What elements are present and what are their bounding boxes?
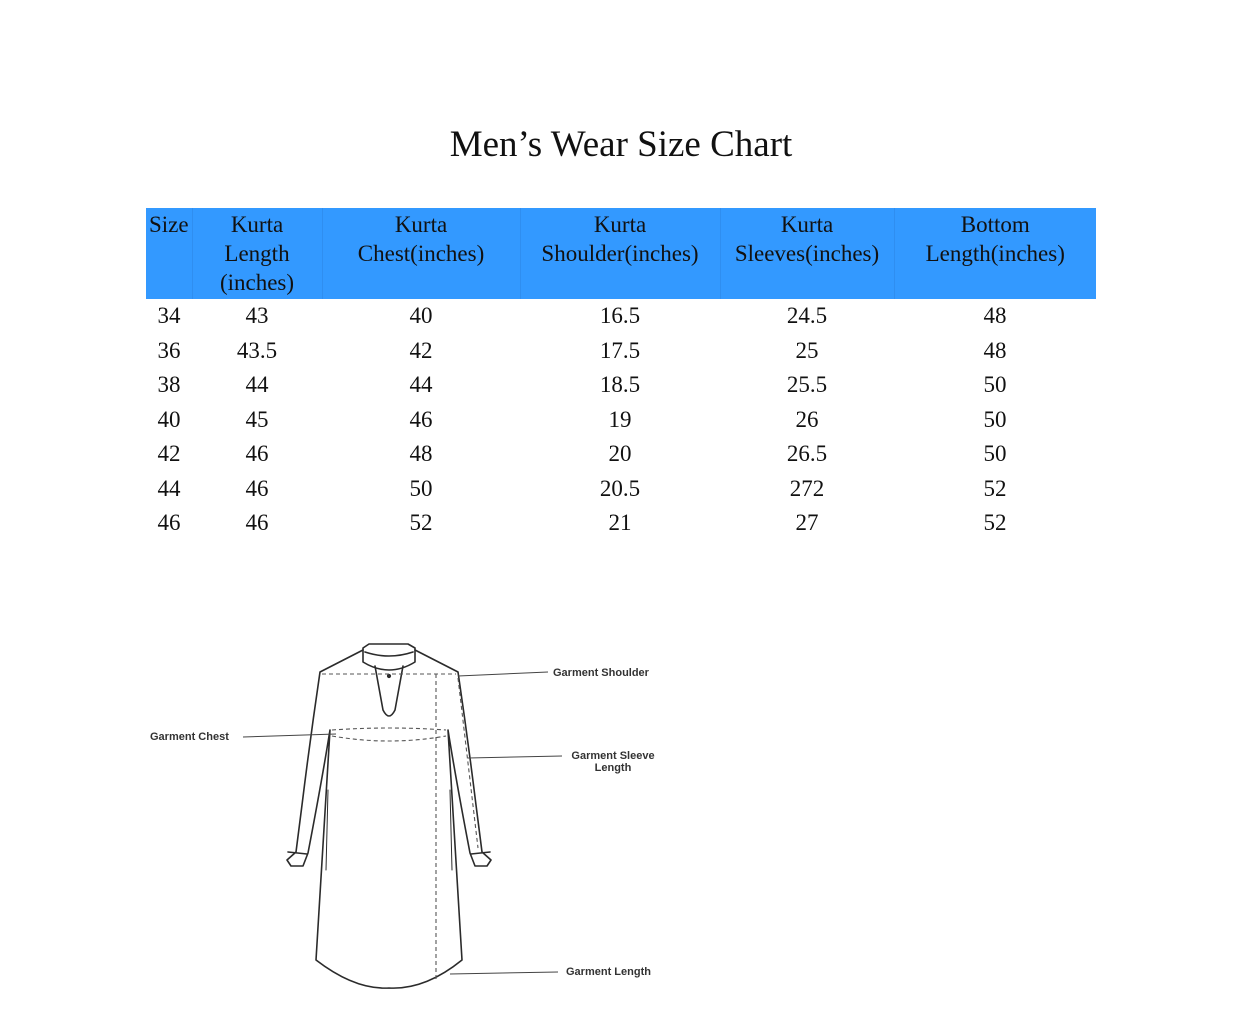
- label-garment-length: Garment Length: [566, 966, 651, 978]
- header-bottom-length: Bottom Length(inches): [894, 208, 1096, 299]
- page-title: Men’s Wear Size Chart: [449, 124, 793, 165]
- label-garment-shoulder: Garment Shoulder: [553, 667, 649, 679]
- cell-kurta-shoulder: 20: [608, 441, 632, 466]
- cell-kurta-chest: 50: [409, 475, 433, 501]
- cell-kurta-length: 45: [245, 406, 269, 432]
- cell-kurta-sleeves: 26.5: [786, 441, 828, 466]
- cell-size: 34: [157, 303, 181, 328]
- cell-kurta-length: 43.5: [236, 337, 278, 363]
- cell-bottom-length: 48: [983, 337, 1007, 363]
- cell-kurta-sleeves: 27: [795, 510, 819, 535]
- table-row: [146, 334, 1096, 369]
- cell-kurta-shoulder: 21: [608, 510, 632, 535]
- label-lines: [243, 672, 562, 974]
- header-size: Size: [146, 208, 192, 299]
- table-row: [146, 472, 1096, 507]
- cell-kurta-shoulder: 17.5: [599, 337, 641, 363]
- cell-bottom-length: 50: [983, 406, 1007, 432]
- cell-size: 38: [157, 372, 181, 397]
- cell-kurta-chest: 42: [409, 337, 433, 363]
- cell-kurta-length: 44: [245, 372, 269, 397]
- cell-kurta-chest: 44: [409, 372, 433, 397]
- cell-kurta-sleeves: 24.5: [786, 303, 828, 328]
- cell-size: 42: [157, 441, 181, 466]
- cell-kurta-length: 46: [245, 510, 269, 535]
- label-garment-sleeve-line2: Length: [594, 762, 632, 774]
- cell-kurta-sleeves: 25: [795, 337, 819, 363]
- header-kurta-chest: Kurta Chest(inches): [322, 208, 520, 299]
- cell-size: 36: [157, 337, 181, 363]
- cell-kurta-length: 46: [245, 441, 269, 466]
- cell-bottom-length: 52: [983, 510, 1007, 535]
- table-row: [146, 403, 1096, 438]
- table-row: [146, 299, 1096, 334]
- cell-kurta-chest: 52: [409, 510, 433, 535]
- label-garment-sleeve-line1: Garment Sleeve: [571, 750, 655, 762]
- header-kurta-shoulder: Kurta Shoulder(inches): [520, 208, 720, 299]
- cell-kurta-shoulder: 20.5: [599, 475, 641, 501]
- table-header-row: [146, 208, 1096, 299]
- cell-kurta-sleeves: 272: [789, 475, 825, 501]
- cell-kurta-shoulder: 19: [608, 406, 632, 432]
- size-chart-table: [146, 208, 1096, 541]
- header-kurta-sleeves: Kurta Sleeves(inches): [720, 208, 894, 299]
- table-row: [146, 368, 1096, 403]
- cell-kurta-sleeves: 26: [795, 406, 819, 432]
- cell-kurta-chest: 40: [409, 303, 433, 328]
- header-kurta-length: Kurta Length (inches): [192, 208, 322, 299]
- cell-kurta-chest: 46: [409, 406, 433, 432]
- cell-size: 40: [157, 406, 181, 432]
- label-garment-chest: Garment Chest: [150, 731, 229, 743]
- cell-size: 44: [157, 475, 181, 501]
- cell-bottom-length: 50: [983, 372, 1007, 397]
- cell-size: 46: [157, 510, 181, 535]
- table-row: [146, 506, 1096, 541]
- cell-bottom-length: 50: [983, 441, 1007, 466]
- cell-kurta-sleeves: 25.5: [786, 372, 828, 397]
- table-row: [146, 437, 1096, 472]
- cell-bottom-length: 52: [983, 475, 1007, 501]
- cell-bottom-length: 48: [983, 303, 1007, 328]
- cell-kurta-length: 43: [245, 303, 269, 328]
- cell-kurta-shoulder: 18.5: [599, 372, 641, 397]
- cell-kurta-chest: 48: [409, 441, 433, 466]
- kurta-measurement-diagram: [140, 630, 680, 1000]
- cell-kurta-shoulder: 16.5: [599, 303, 641, 328]
- cell-kurta-length: 46: [245, 475, 269, 501]
